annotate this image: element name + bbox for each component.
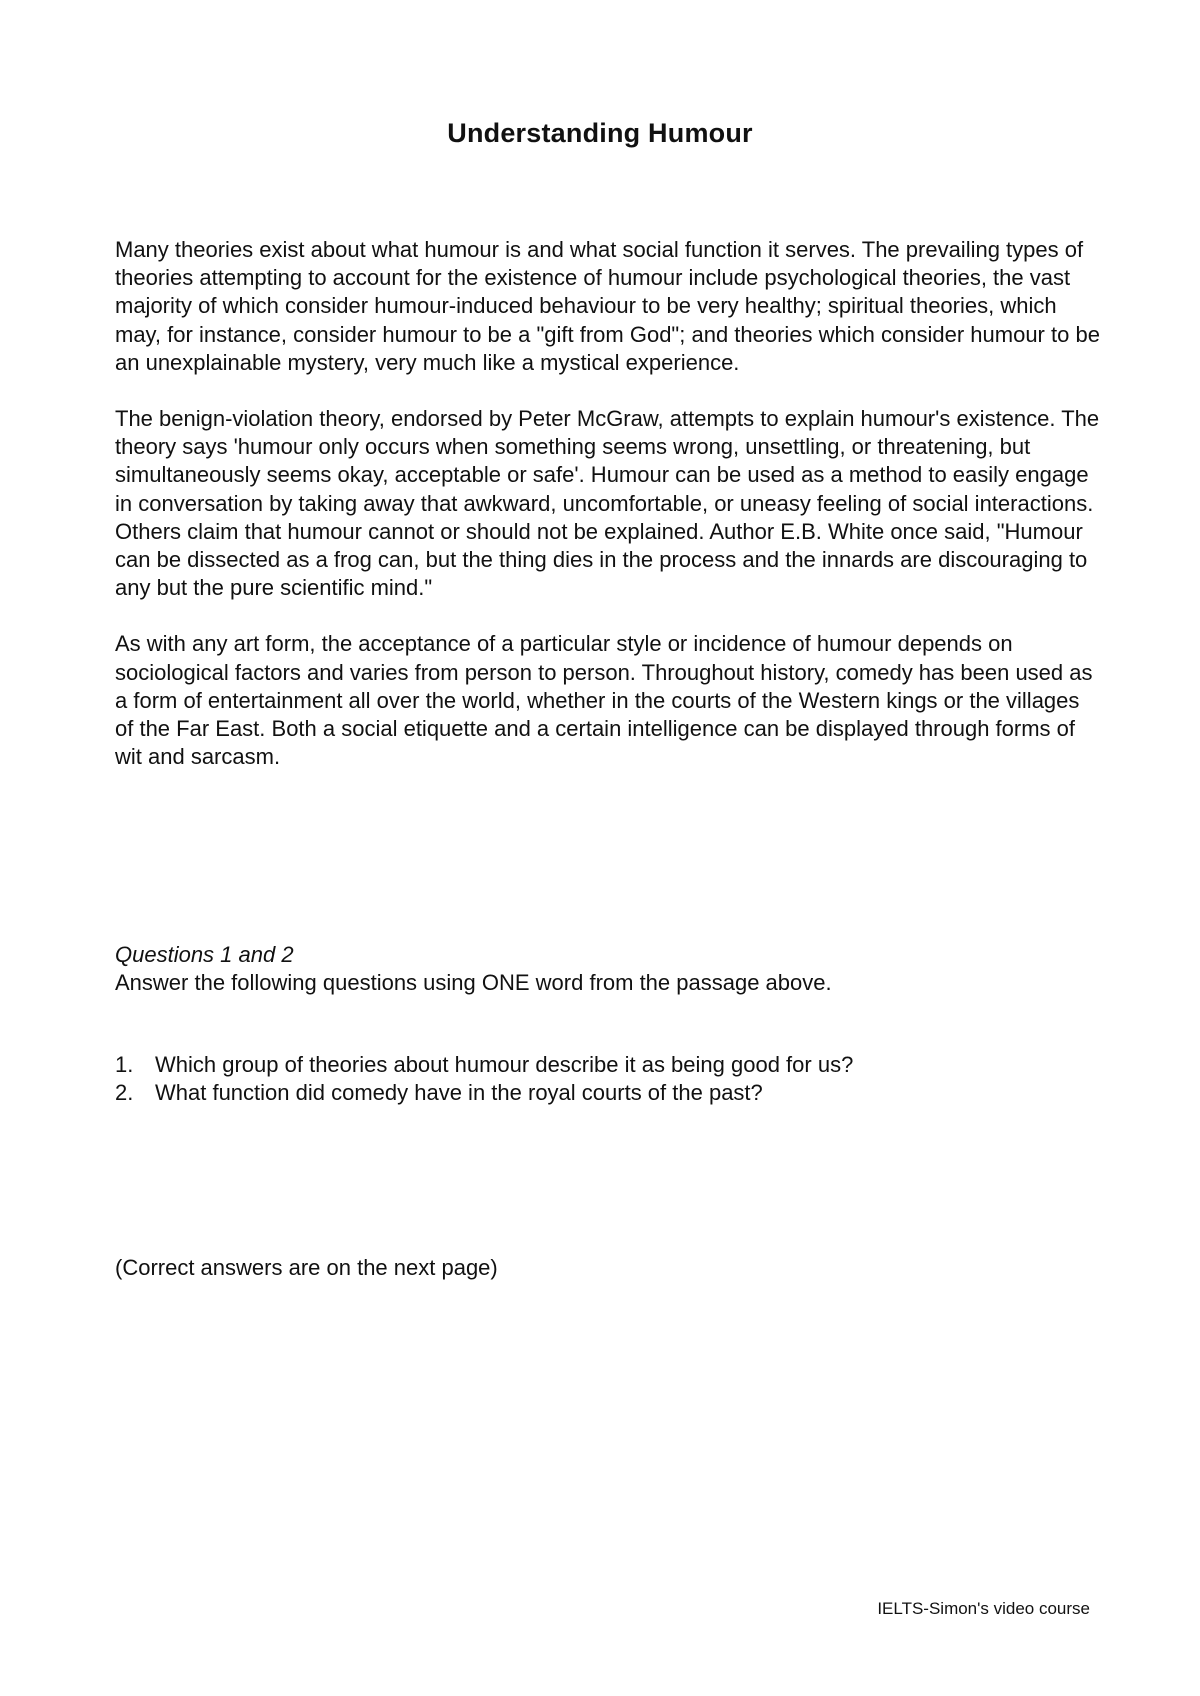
reading-passage (115, 236, 1100, 799)
paragraph-3: As with any art form, the acceptance of a particular style or incidence of humour depends on sociological factors and varies from person to person. Throughout history, comedy has been used as a form of entertainment all over the world, whether in the courts of the Western kings or the villages of the Far East. Both a social etiquette and a certain intelligence can be displayed through forms of wit and sarcasm. (115, 631, 1093, 770)
question-list (115, 1051, 1100, 1107)
question-item (115, 1079, 1100, 1107)
questions-heading: Questions 1 and 2 (115, 942, 294, 967)
footer-credit: IELTS-Simon's video course (877, 1599, 1090, 1618)
question-text: Which group of theories about humour describe it as being good for us? (155, 1052, 854, 1077)
answers-note: (Correct answers are on the next page) (115, 1255, 498, 1280)
question-item (115, 1051, 1100, 1079)
paragraph-2: The benign-violation theory, endorsed by Peter McGraw, attempts to explain humour's existence. The theory says 'humour only occurs when something seems wrong, unsettling, or threatening, but simultaneously seems okay, acceptable or safe'. Humour can be used as a method to easily engage in conversation by taking away that awkward, uncomfortable, or uneasy feeling of social interactions. Others claim that humour cannot or should not be explained. Author E.B. White once said, "Humour can be dissected as a frog can, but the thing dies in the process and the innards are discouraging to any but the pure scientific mind." (115, 406, 1100, 601)
question-number: 1. (115, 1052, 134, 1077)
paragraph-1: Many theories exist about what humour is and what social function it serves. The prevailing types of theories attempting to account for the existence of humour include psychological theories, the vast majority of which consider humour-induced behaviour to be very healthy; spiritual theories, which may, for instance, consider humour to be a "gift from God"; and theories which consider humour to be an unexplainable mystery, very much like a mystical experience. (115, 237, 1100, 375)
questions-section (115, 941, 1100, 1107)
question-text: What function did comedy have in the royal courts of the past? (155, 1080, 763, 1105)
questions-instruction: Answer the following questions using ONE word from the passage above. (115, 970, 832, 995)
question-number: 2. (115, 1080, 134, 1105)
page-title: Understanding Humour (447, 118, 753, 148)
